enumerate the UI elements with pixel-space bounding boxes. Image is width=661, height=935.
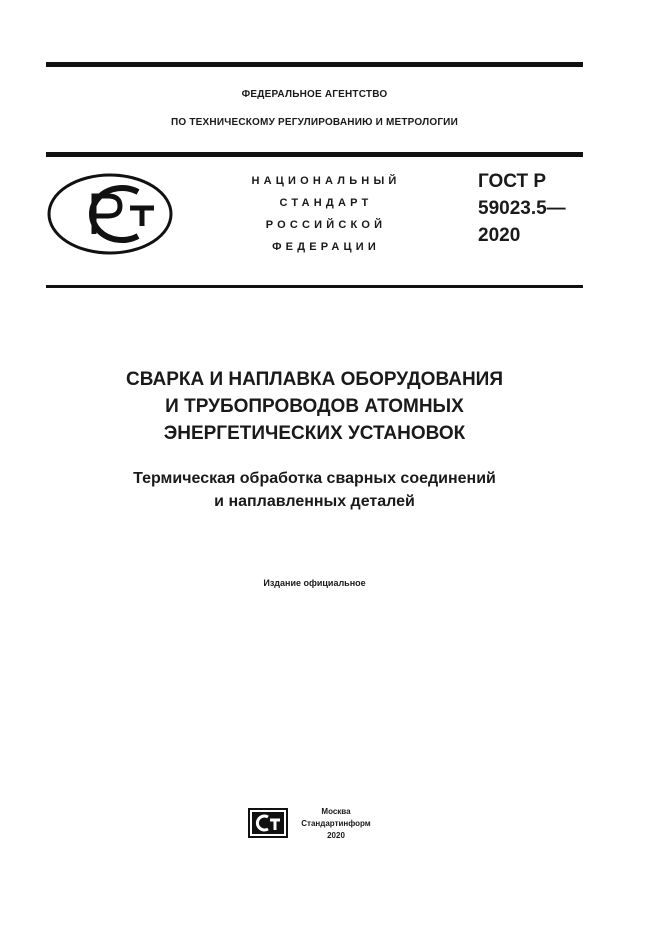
subtitle-line: и наплавленных деталей xyxy=(214,493,415,510)
national-line: ФЕДЕРАЦИИ xyxy=(272,241,380,253)
standard-number xyxy=(478,168,566,249)
agency-name-line-1: ФЕДЕРАЛЬНОЕ АГЕНТСТВО xyxy=(241,89,388,100)
document-subtitle xyxy=(46,467,583,513)
publisher-name: Стандартинформ xyxy=(301,819,371,828)
subtitle-line: Термическая обработка сварных соединений xyxy=(133,470,496,487)
gost-r-certification-icon xyxy=(46,172,174,256)
publisher-year: 2020 xyxy=(327,831,345,840)
standartinform-logo-icon xyxy=(248,808,288,838)
standard-number-line: 2020 xyxy=(478,225,521,246)
title-line: ЭНЕРГЕТИЧЕСКИХ УСТАНОВОК xyxy=(163,423,466,444)
national-line: НАЦИОНАЛЬНЫЙ xyxy=(251,175,401,187)
title-line: СВАРКА И НАПЛАВКА ОБОРУДОВАНИЯ xyxy=(126,369,503,390)
publisher-city: Москва xyxy=(321,807,351,816)
block-divider xyxy=(46,285,583,288)
agency-name-line-2: ПО ТЕХНИЧЕСКОМУ РЕГУЛИРОВАНИЮ И МЕТРОЛОГИИ xyxy=(171,117,458,128)
national-line: РОССИЙСКОЙ xyxy=(265,219,387,231)
publisher-info xyxy=(300,806,372,842)
title-line: И ТРУБОПРОВОДОВ АТОМНЫХ xyxy=(165,396,464,417)
standard-number-line: 59023.5— xyxy=(478,198,566,219)
header-divider xyxy=(46,152,583,157)
edition-label: Издание официальное xyxy=(263,578,366,588)
national-line: СТАНДАРТ xyxy=(279,197,373,209)
document-title xyxy=(46,366,583,447)
national-standard-label xyxy=(226,170,426,258)
standard-number-line: ГОСТ Р xyxy=(478,171,547,192)
top-divider xyxy=(46,62,583,67)
